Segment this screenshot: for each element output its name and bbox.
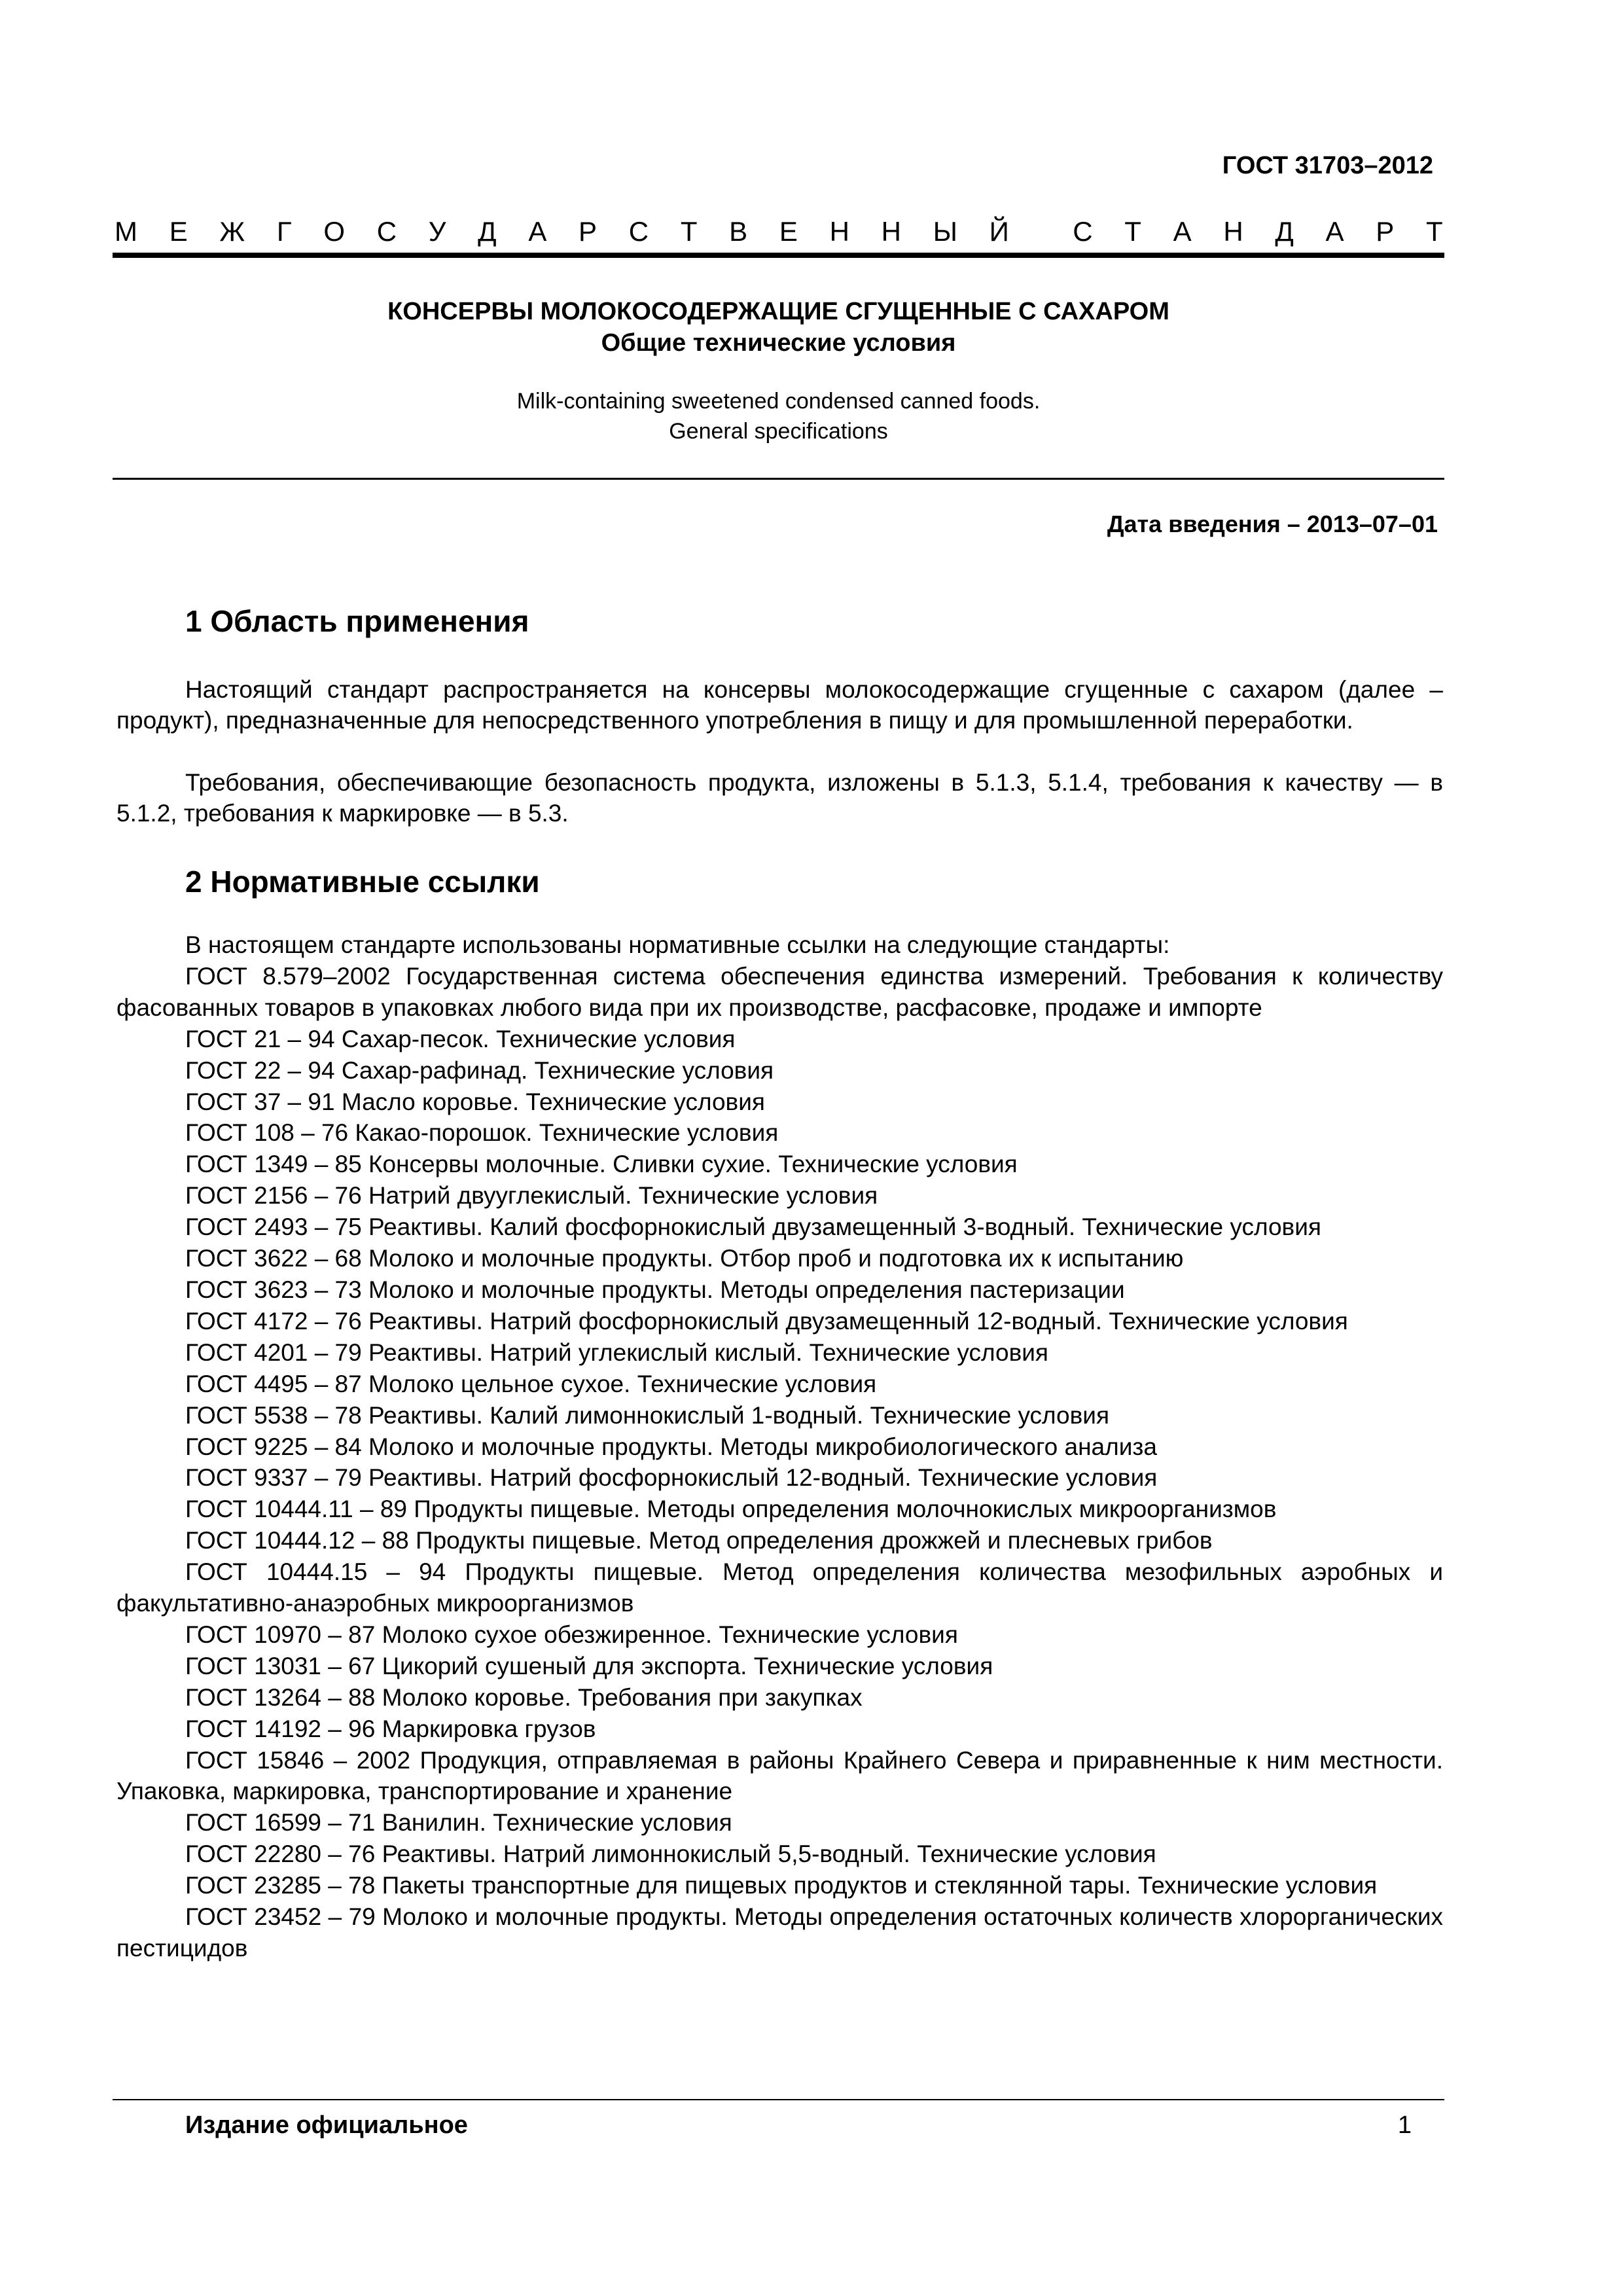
gost-number: ГОСТ 31703–2012 [1222,152,1433,179]
title-ru-line2: Общие технические условия [601,329,956,357]
reference-item: ГОСТ 10444.15 – 94 Продукты пищевые. Метод определения количества мезофильных аэробных и факультативно-анаэробных микроорганизмов [116,1558,1443,1617]
reference-item: ГОСТ 23452 – 79 Молоко и молочные продукты. Методы определения остаточных количеств хлорорганических пестицидов [116,1903,1443,1962]
reference-item: ГОСТ 13264 – 88 Молоко коровье. Требования при закупках [185,1683,863,1711]
header-letter: Т [1124,216,1141,247]
title-en-line1: Milk-containing sweetened condensed canned foods. [516,389,1041,414]
reference-item: ГОСТ 1349 – 85 Консервы молочные. Сливки сухие. Технические условия [185,1151,1018,1178]
reference-item: ГОСТ 5538 – 78 Реактивы. Калий лимоннокислый 1-водный. Технические условия [185,1401,1109,1429]
reference-item: ГОСТ 16599 – 71 Ванилин. Технические условия [185,1809,732,1837]
standard-type-title [115,216,1443,247]
header-letter: Г [276,216,292,247]
title-en-line2: General specifications [669,419,888,444]
section-1-paragraph: Настоящий стандарт распространяется на консервы молокосодержащие сгущенные с сахаром (далее – продукт), предназначенные для непосредственного употребления в пищу и для промышленной переработки. [116,676,1443,734]
reference-item: ГОСТ 10970 – 87 Молоко сухое обезжиренное. Технические условия [185,1621,958,1648]
header-letter: С [1073,216,1093,247]
reference-item: ГОСТ 23285 – 78 Пакеты транспортные для пищевых продуктов и стеклянной тары. Технические условия [185,1872,1378,1899]
page-number: 1 [1397,2111,1412,2139]
reference-item: ГОСТ 3622 – 68 Молоко и молочные продукты. Отбор проб и подготовка их к испытанию [185,1245,1184,1272]
reference-item: ГОСТ 22280 – 76 Реактивы. Натрий лимоннокислый 5,5-водный. Технические условия [185,1840,1156,1868]
header-letter: Н [1223,216,1243,247]
header-letter: У [428,216,446,247]
header-letter: О [323,216,346,247]
reference-item: ГОСТ 4172 – 76 Реактивы. Натрий фосфорнокислый двузамещенный 12-водный. Технические условия [185,1307,1348,1335]
reference-item: ГОСТ 13031 – 67 Цикорий сушеный для экспорта. Технические условия [185,1652,993,1679]
header-letter: Т [680,216,698,247]
intro-date: Дата введения – 2013–07–01 [1107,511,1438,537]
header-letter: Ы [933,216,957,247]
reference-item: ГОСТ 2493 – 75 Реактивы. Калий фосфорнокислый двузамещенный 3-водный. Технические условия [185,1213,1321,1241]
reference-item: ГОСТ 2156 – 76 Натрий двууглекислый. Технические условия [185,1182,878,1210]
section-1-heading: 1 Область применения [185,604,529,638]
header-letter: Д [1275,216,1294,247]
reference-item: ГОСТ 108 – 76 Какао-порошок. Технические условия [185,1119,779,1147]
section-2-heading: 2 Нормативные ссылки [185,865,540,899]
header-letter: Н [829,216,849,247]
document-title-ru [113,296,1444,359]
references-intro: В настоящем стандарте использованы нормативные ссылки на следующие стандарты: [185,931,1170,958]
header-letter: Й [989,216,1009,247]
reference-item: ГОСТ 10444.12 – 88 Продукты пищевые. Метод определения дрожжей и плесневых грибов [185,1527,1213,1554]
reference-item: ГОСТ 4201 – 79 Реактивы. Натрий углекислый кислый. Технические условия [185,1338,1048,1366]
normative-references-list [116,929,1443,1964]
reference-item: ГОСТ 9225 – 84 Молоко и молочные продукты. Методы микробиологического анализа [185,1433,1157,1460]
header-thick-rule [113,253,1444,258]
header-letter: М [115,216,137,247]
reference-item: ГОСТ 37 – 91 Масло коровье. Технические условия [185,1088,765,1115]
header-letter: С [628,216,649,247]
header-letter: А [1325,216,1344,247]
title-ru-line1: КОНСЕРВЫ МОЛОКОСОДЕРЖАЩИЕ СГУЩЕННЫЕ С САХАРОМ [387,298,1169,325]
reference-item: ГОСТ 15846 – 2002 Продукция, отправляемая в районы Крайнего Севера и приравненные к ним местности. Упаковка, маркировка, транспортирование и хранение [116,1746,1443,1805]
header-letter: Е [779,216,798,247]
reference-item: ГОСТ 22 – 94 Сахар-рафинад. Технические условия [185,1056,774,1084]
header-letter: Н [881,216,901,247]
reference-item: ГОСТ 21 – 94 Сахар-песок. Технические условия [185,1025,736,1052]
reference-item: ГОСТ 4495 – 87 Молоко цельное сухое. Технические условия [185,1370,877,1397]
reference-item: ГОСТ 8.579–2002 Государственная система обеспечения единства измерений. Требования к количеству фасованных товаров в упаковках любого вида при их производстве, расфасовке, продаже и импорте [116,962,1443,1021]
header-letter: Р [579,216,597,247]
edition-label: Издание официальное [185,2111,468,2139]
header-letter: Р [1376,216,1395,247]
header-letter: В [729,216,748,247]
header-letter: Е [169,216,188,247]
header-letter: А [528,216,547,247]
reference-item: ГОСТ 10444.11 – 89 Продукты пищевые. Методы определения молочнокислых микроорганизмов [185,1496,1277,1523]
header-letter: А [1173,216,1192,247]
reference-item: ГОСТ 3623 – 73 Молоко и молочные продукты. Методы определения пастеризации [185,1276,1125,1303]
section-1-paragraph: Требования, обеспечивающие безопасность продукта, изложены в 5.1.3, 5.1.4, требования к качеству — в 5.1.2, требования к маркировке — в 5.3. [116,769,1443,827]
reference-item: ГОСТ 9337 – 79 Реактивы. Натрий фосфорнокислый 12-водный. Технические условия [185,1464,1158,1492]
footer-rule [113,2099,1444,2100]
header-letter: Ж [219,216,245,247]
header-letter: Д [478,216,497,247]
reference-item: ГОСТ 14192 – 96 Маркировка грузов [185,1715,596,1742]
header-letter: С [376,216,397,247]
title-divider [113,478,1444,480]
document-title-en [113,386,1444,446]
header-letter: Т [1425,216,1443,247]
